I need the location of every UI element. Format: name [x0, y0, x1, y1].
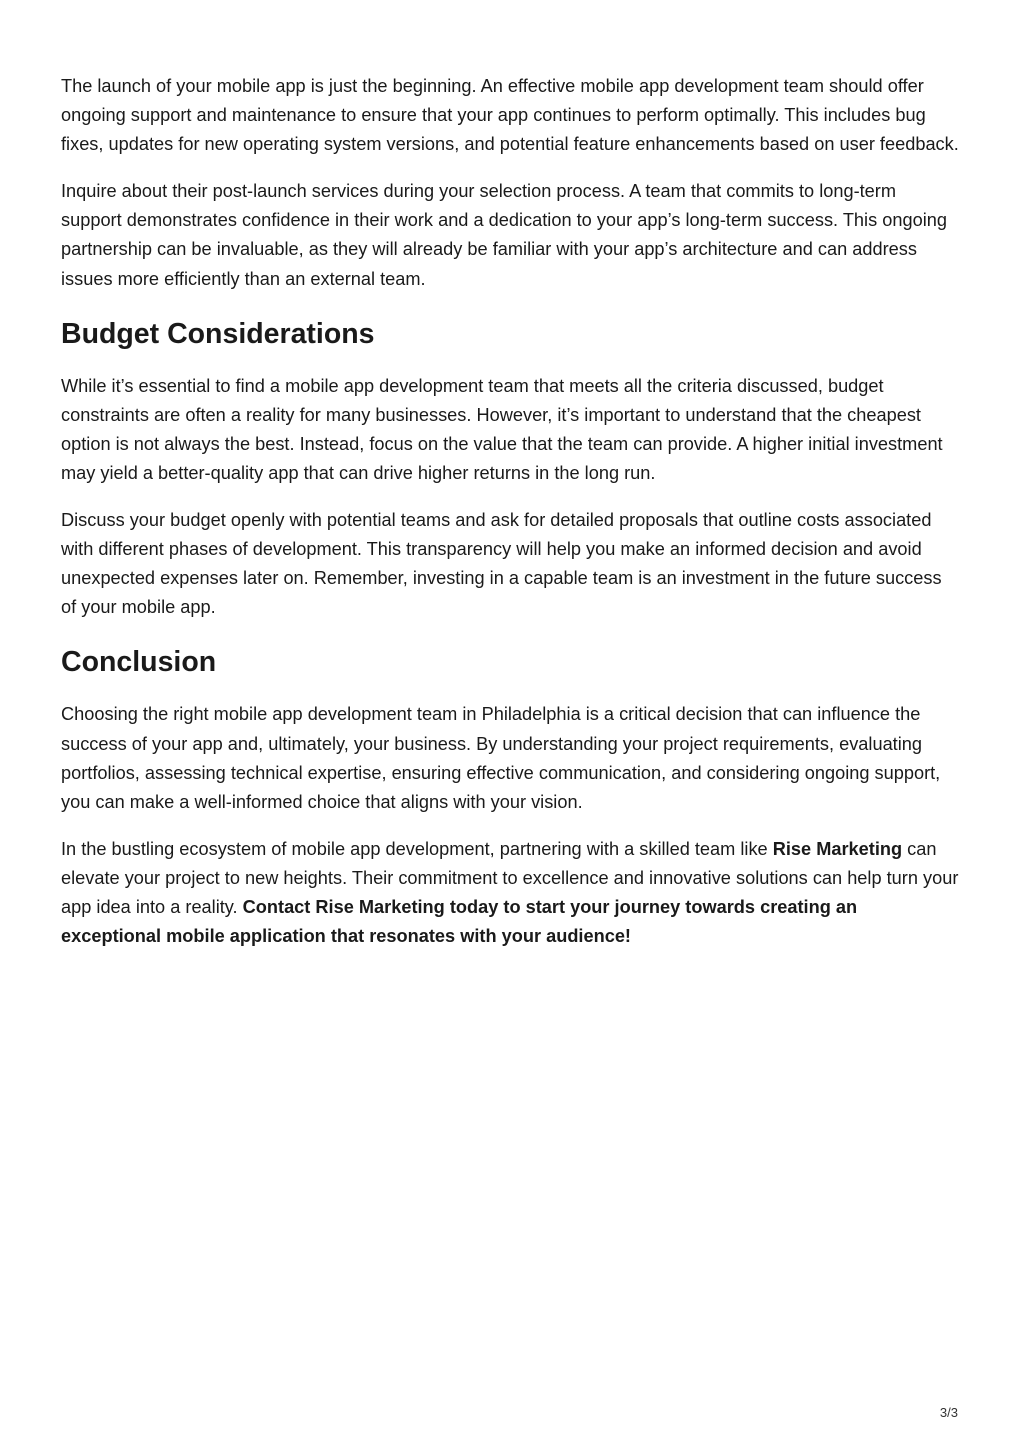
conclusion-text-start: In the bustling ecosystem of mobile app development, partnering with a skilled team like	[61, 838, 773, 859]
budget-paragraph-1: While it’s essential to find a mobile app development team that meets all the criteria discussed, budget constraints are often a reality for many businesses. However, it’s important to understand that the cheapest option is not always the best. Instead, focus on the value that the team can provide. A higher initial investment may yield a better-quality app that can drive higher returns in the long run.	[61, 375, 943, 483]
conclusion-paragraph-1: Choosing the right mobile app development team in Philadelphia is a critical decision that can influence the success of your app and, ultimately, your business. By understanding your project requirements, evaluating portfolios, assessing technical expertise, ensuring effective communication, and considering ongoing support, you can make a well-informed choice that aligns with your vision.	[61, 704, 941, 812]
budget-paragraph-2: Discuss your budget openly with potential teams and ask for detailed proposals that outline costs associated with different phases of development. This transparency will help you make an informed decision and avoid unexpected expenses later on. Remember, investing in a capable team is an investment in the future success of your mobile app.	[61, 510, 942, 618]
document-body	[61, 72, 961, 969]
call-to-action: Contact Rise Marketing today to start your journey towards creating an exceptional mobile application that resonates with your audience!	[61, 896, 858, 947]
conclusion-text-middle: can elevate your project to new heights. Their commitment to excellence and innovative solutions can help turn your app idea into a reality.	[61, 838, 959, 917]
conclusion-heading: Conclusion	[61, 646, 217, 679]
support-paragraph-2: Inquire about their post-launch services during your selection process. A team that commits to long-term support demonstrates confidence in their work and a dedication to your app’s long-term success. This ongoing partnership can be invaluable, as they will already be familiar with your app’s architecture and can address issues more efficiently than an external team.	[61, 181, 947, 289]
brand-name: Rise Marketing	[772, 838, 903, 859]
support-paragraph-1: The launch of your mobile app is just the beginning. An effective mobile app development team should offer ongoing support and maintenance to ensure that your app continues to perform optimally. This includes bug fixes, updates for new operating system versions, and potential feature enhancements based on user feedback.	[61, 76, 959, 155]
budget-heading: Budget Considerations	[61, 317, 375, 350]
page-number: 3/3	[939, 1405, 958, 1420]
conclusion-paragraph-2	[61, 835, 961, 951]
